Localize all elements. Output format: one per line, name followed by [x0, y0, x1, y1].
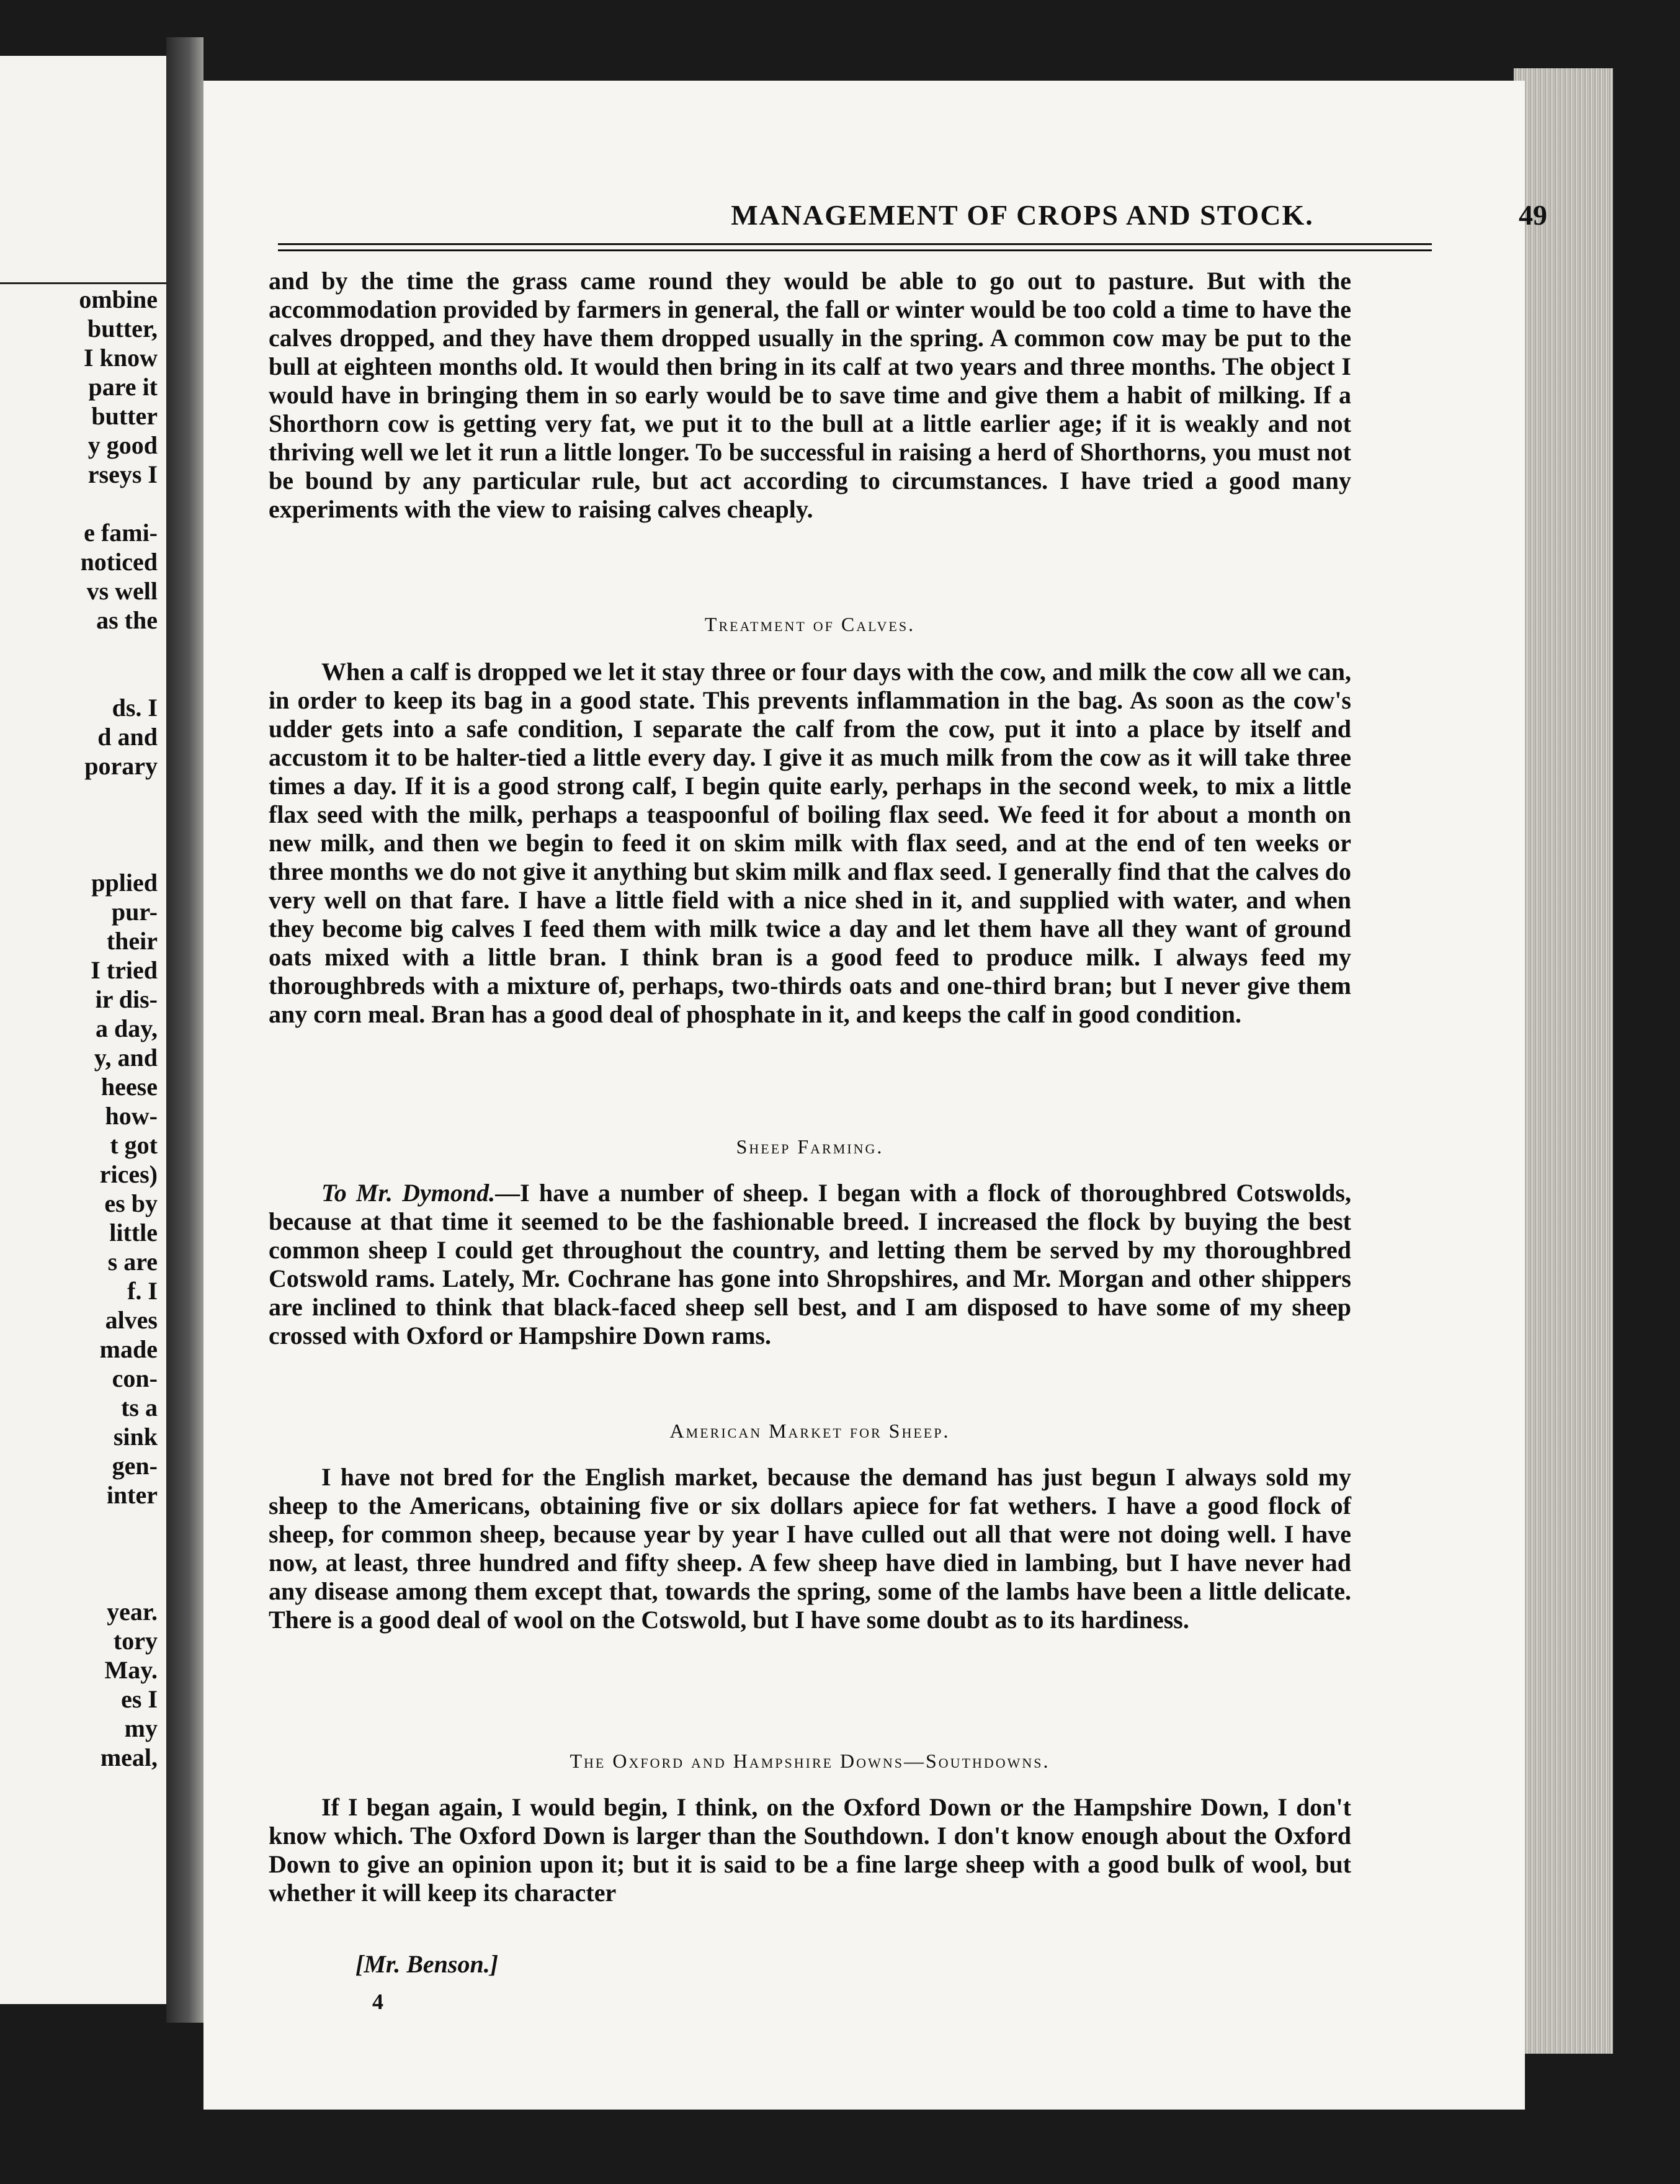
- book-gutter: [166, 37, 203, 2023]
- left-page-line: ombine: [79, 285, 158, 313]
- section-calves-paragraph: When a calf is dropped we let it stay three or four days with the cow, and milk the cow all we can, in order to keep its bag in a good state. This prevents inflammation in the bag. As soon as the cow's udder gets into a safe condition, I separate the calf from the cow, put it into a place by itself and accustom it to be halter-tied a little every day. I give it as much milk from the cow as it will take three times a day. If it is a good strong calf, I begin quite early, perhaps in the second week, to mix a little flax seed with the milk, perhaps a teaspoonful of boiling flax seed. We feed it for about a month on new milk, and then we begin to feed it on skim milk with flax seed, and at the end of ten weeks or three months we do not give it anything but skim milk and flax seed. I generally find that the calves do very well on that fare. I have a little field with a nice shed in it, and supplied with water, and when they become big calves I feed them with milk twice a day and let them have all they want of ground oats mixed with a little bran. I think bran is a good feed to produce milk. I always feed my thoroughbreds with a mixture of, perhaps, two-thirds oats and one-third bran; but I never give them any corn meal. Bran has a good deal of phosphate in it, and keeps the calf in good condition.: [269, 658, 1351, 1028]
- left-page-line: d and: [97, 723, 158, 751]
- left-page-line: heese: [101, 1073, 158, 1101]
- left-page-line: how-: [105, 1102, 158, 1130]
- left-page-line: noticed: [80, 548, 158, 576]
- left-page-line: sink: [113, 1423, 158, 1451]
- left-page-line: porary: [84, 752, 158, 780]
- left-page-line: vs well: [86, 577, 158, 605]
- left-page-line: I tried: [91, 956, 158, 984]
- section-heading-oxford-hampshire: The Oxford and Hampshire Downs—Southdowns.: [570, 1750, 1050, 1772]
- left-page-line: ds. I: [112, 694, 158, 722]
- left-page-line: inter: [106, 1481, 158, 1509]
- section-heading-sheep-farming: Sheep Farming.: [736, 1135, 884, 1158]
- left-page-line: t got: [110, 1131, 158, 1159]
- left-page-line: as the: [96, 606, 158, 634]
- left-page-line: y good: [87, 431, 158, 459]
- left-page-line: y, and: [94, 1044, 158, 1072]
- left-page-line: butter,: [87, 315, 158, 342]
- left-page-line: year.: [107, 1598, 158, 1626]
- left-page-line: meal,: [100, 1743, 158, 1771]
- section-calves-body: [269, 658, 1351, 1029]
- intro-paragraph: [269, 267, 1351, 524]
- left-page-line: tory: [113, 1627, 158, 1655]
- left-page-line: pare it: [88, 373, 158, 401]
- section-sheep-farming-paragraph: [269, 1179, 1351, 1350]
- section-american-market-paragraph: I have not bred for the English market, because the demand has just begun I always sold my sheep to the Americans, obtaining five or six dollars apiece for fat wethers. I have a good flock of sheep, for common sheep, because year by year I have culled out all that were not doing well. I have now, at least, three hundred and fifty sheep. A few sheep have died in lambing, but I have never had any disease among them except that, towards the spring, some of the lambs have been a little delicate. There is a good deal of wool on the Cotswold, but I have some doubt as to its hardiness.: [269, 1463, 1351, 1634]
- left-page-line: rseys I: [87, 460, 158, 488]
- left-page-line: pplied: [91, 869, 158, 897]
- left-page-line: es by: [104, 1189, 158, 1217]
- left-page-line: con-: [112, 1364, 158, 1392]
- left-page-line: a day,: [95, 1014, 158, 1042]
- left-page-line: I know: [84, 344, 158, 372]
- main-page: [203, 81, 1547, 2110]
- left-page-line: gen-: [112, 1452, 158, 1480]
- left-page-line: alves: [105, 1306, 158, 1334]
- speaker-attribution: [Mr. Benson.]: [355, 1950, 499, 1978]
- left-page-line: e fami-: [84, 519, 158, 547]
- header-rule-bottom: [278, 249, 1432, 251]
- section-heading-american-market: American Market for Sheep.: [669, 1420, 950, 1442]
- left-page-line: es I: [121, 1685, 158, 1713]
- left-page-line: ts a: [121, 1394, 158, 1421]
- section-american-market-body: [269, 1463, 1351, 1634]
- left-page-header-rule: [0, 282, 166, 284]
- printer-signature-mark: 4: [372, 1989, 383, 2014]
- left-page-line: ir dis-: [95, 985, 158, 1013]
- intro-paragraph-text: and by the time the grass came round they would be able to go out to pasture. But with the accommodation provided by farmers in general, the fall or winter would be too cold a time to have the calves dropped, and they have them dropped usually in the spring. A common cow may be put to the bull at eighteen months old. It would then bring in its calf at two years and three months. The object I would have in bringing them in so early would be to save time and give them a habit of milking. If a Shorthorn cow is getting very fat, we put it to the bull at a little earlier age; if it is weakly and not thriving well we let it run a little longer. To be successful in raising a herd of Shorthorns, you must not be bound by any particular rule, but act according to circumstances. I have tried a good many experiments with the view to raising calves cheaply.: [269, 267, 1351, 523]
- left-page-line: little: [109, 1219, 158, 1246]
- section-oxford-hampshire-paragraph: If I began again, I would begin, I think, on the Oxford Down or the Hampshire Down, I don't know which. The Oxford Down is larger than the Southdown. I don't know enough about the Oxford Down to give an opinion upon it; but it is said to be a fine large sheep with a good bulk of wool, but whether it will keep its character: [269, 1793, 1351, 1907]
- left-page-line: butter: [91, 402, 158, 430]
- left-page-line: pur-: [111, 898, 158, 926]
- header-rule-top: [278, 243, 1432, 245]
- addressee-lead-in: To Mr. Dymond.: [321, 1179, 496, 1207]
- sheep-farming-text: —I have a number of sheep. I began with a flock of thoroughbred Cotswolds, because at that time it seemed to be the fashionable breed. I increased the flock by buying the best common sheep I could get throughout the country, and letting them be served by my thoroughbred Cotswold rams. Lately, Mr. Cochrane has gone into Shropshires, and Mr. Morgan and other shippers are inclined to think that black-faced sheep sell best, and I am disposed to have some of my sheep crossed with Oxford or Hampshire Down rams.: [269, 1179, 1351, 1349]
- left-page-line: made: [99, 1335, 158, 1363]
- left-page-line: s are: [107, 1248, 158, 1276]
- section-oxford-hampshire-body: [269, 1793, 1351, 1907]
- running-header: MANAGEMENT OF CROPS AND STOCK.: [731, 199, 1314, 231]
- left-page-line: my: [124, 1714, 158, 1742]
- left-page-fragment: [0, 56, 166, 2004]
- left-page-line: f. I: [127, 1277, 158, 1305]
- page-edge-stack: [1514, 68, 1613, 2054]
- section-sheep-farming-body: [269, 1179, 1351, 1350]
- left-page-line: rices): [99, 1160, 158, 1188]
- section-heading-calves: Treatment of Calves.: [704, 613, 916, 635]
- page-number: 49: [1519, 199, 1547, 231]
- left-page-line: May.: [104, 1656, 158, 1684]
- left-page-line: their: [106, 927, 158, 955]
